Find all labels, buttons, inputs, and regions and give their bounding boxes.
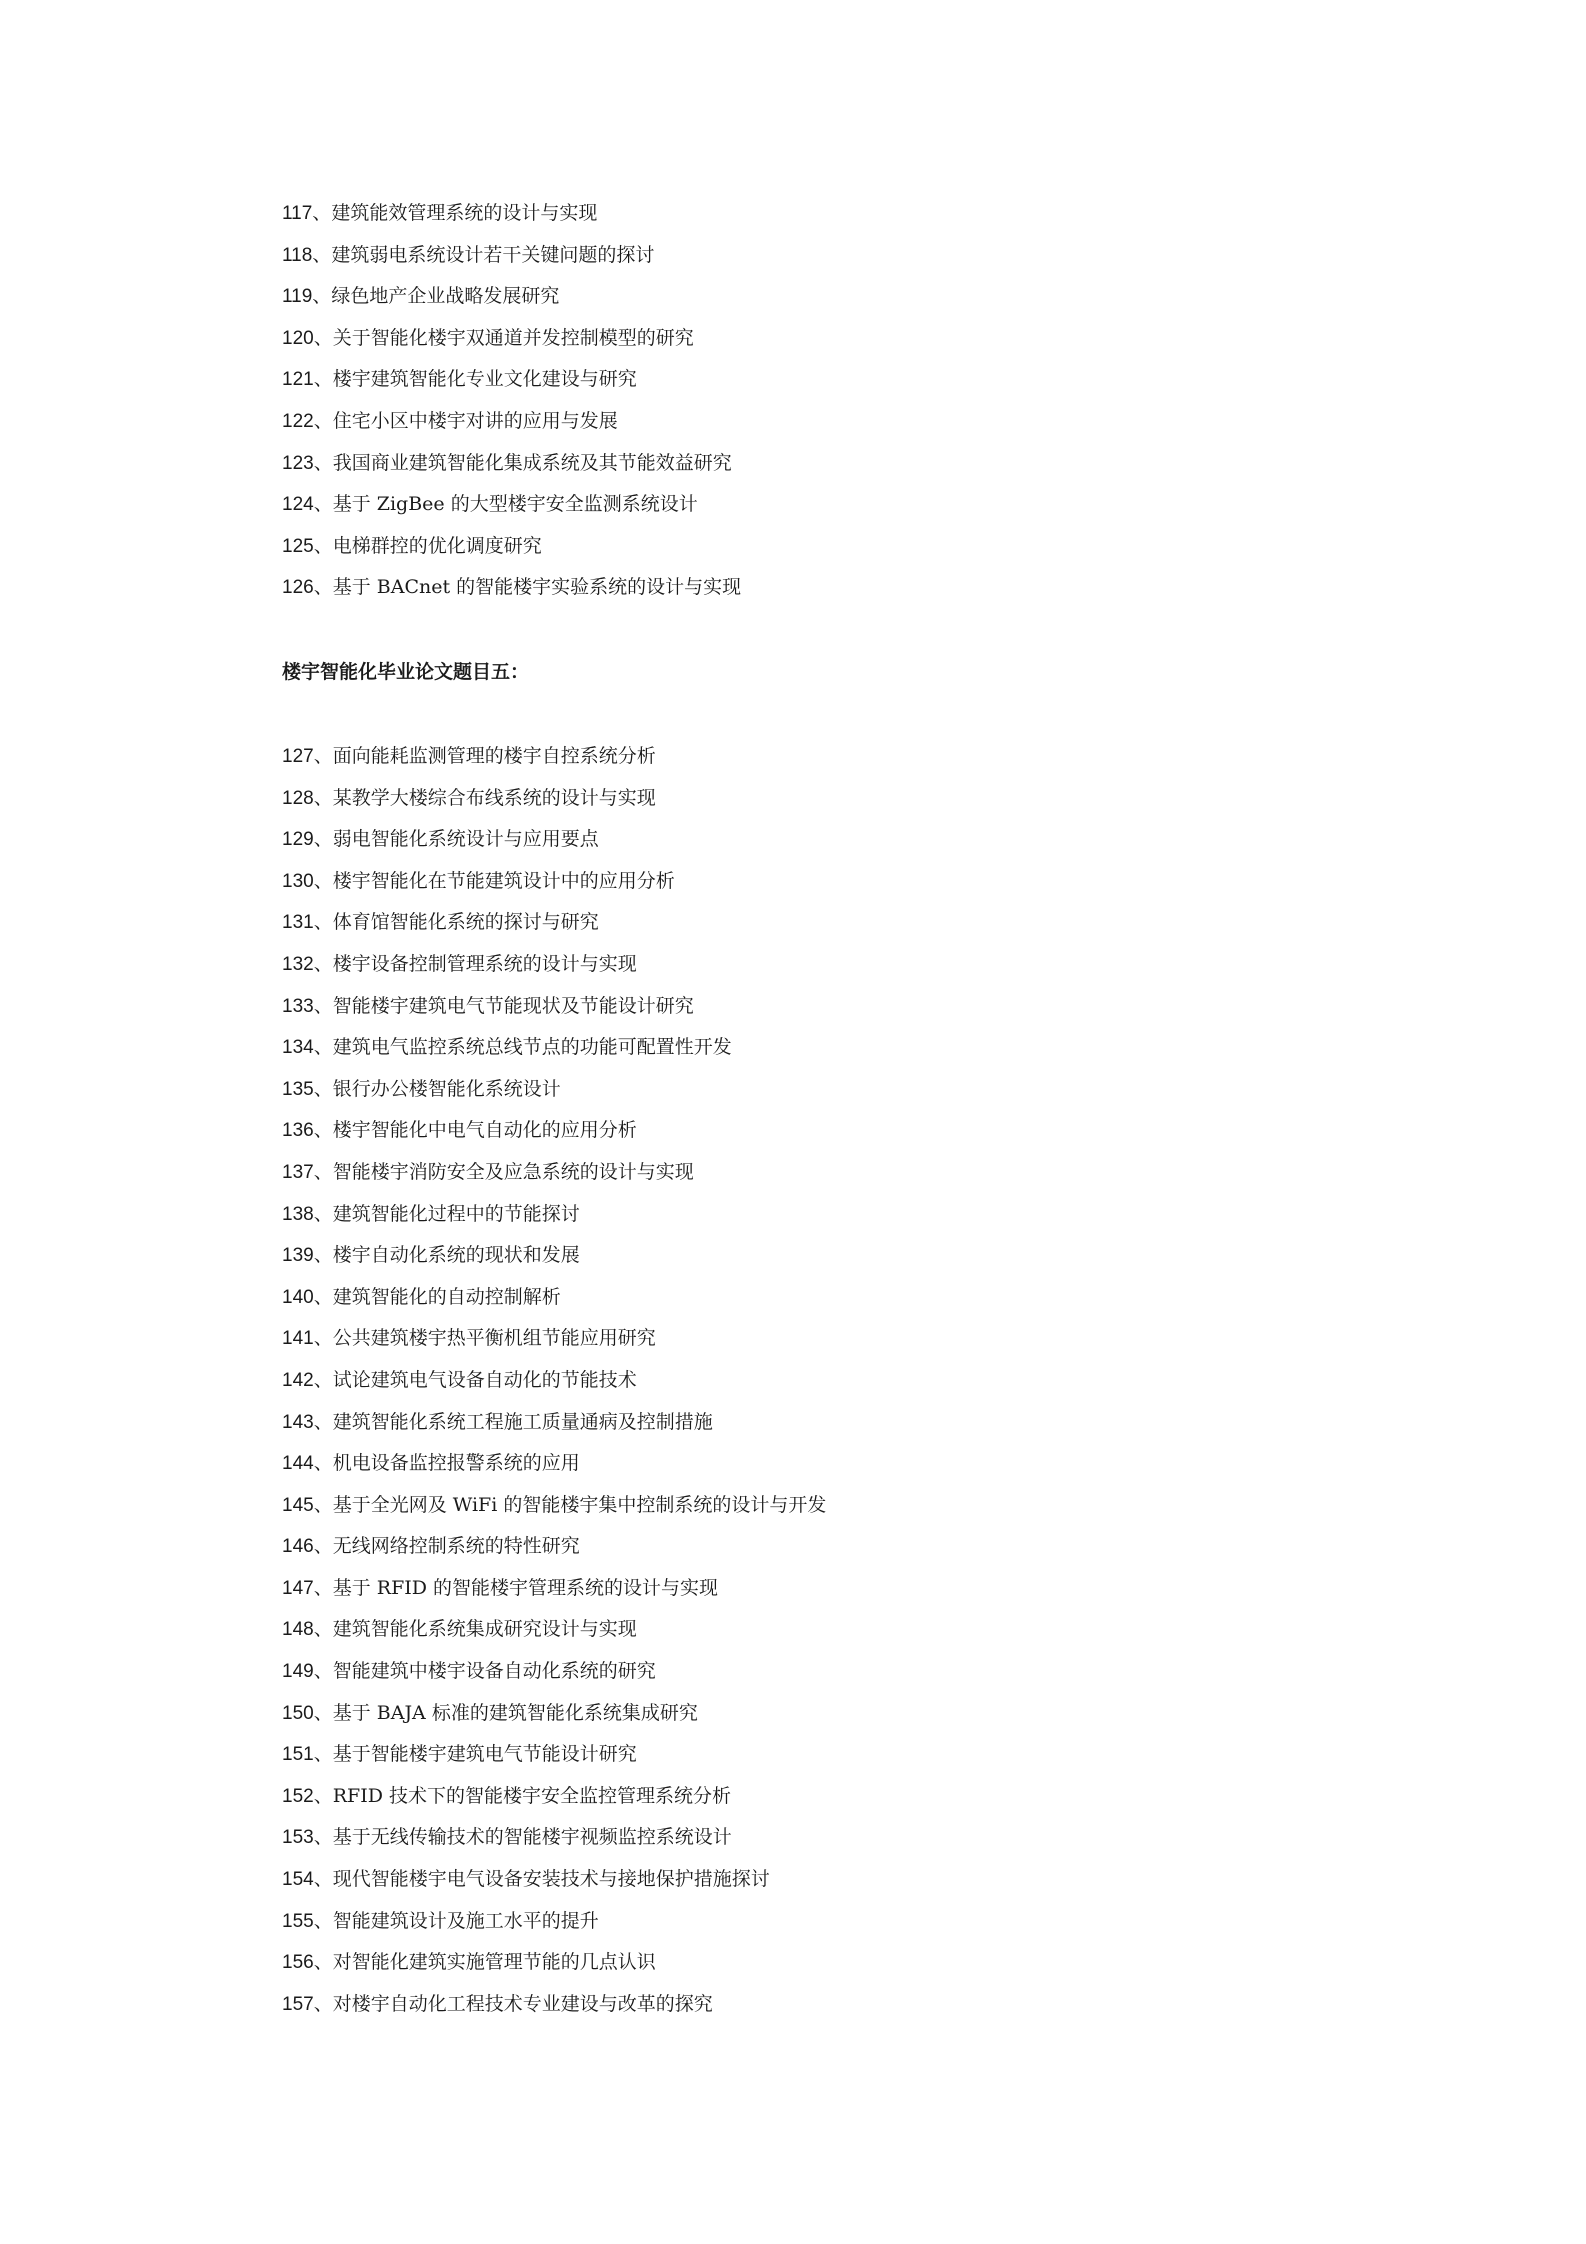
item-title: 绿色地产企业战略发展研究	[331, 285, 560, 308]
item-separator: 、	[313, 1618, 333, 1641]
item-separator: 、	[313, 1202, 333, 1225]
item-number: 150	[282, 1702, 314, 1724]
list-item	[282, 235, 741, 277]
item-title: RFID 技术下的智能楼宇安全监控管理系统分析	[332, 1784, 731, 1807]
list-item	[282, 1235, 826, 1277]
item-number: 149	[282, 1661, 314, 1683]
item-separator: 、	[313, 1327, 333, 1350]
list-item	[282, 1526, 826, 1568]
item-title: 建筑智能化系统工程施工质量通病及控制措施	[332, 1410, 713, 1433]
item-number: 135	[282, 1078, 314, 1100]
item-separator: 、	[313, 326, 333, 349]
item-separator: 、	[313, 1868, 333, 1891]
item-separator: 、	[313, 1452, 333, 1475]
item-title: 楼宇设备控制管理系统的设计与实现	[332, 952, 637, 975]
list-item	[282, 276, 741, 318]
item-number: 122	[282, 410, 314, 432]
item-separator: 、	[313, 1701, 333, 1724]
item-number: 154	[282, 1869, 314, 1891]
item-number: 121	[282, 369, 314, 391]
list-item	[282, 1984, 826, 2026]
list-item	[282, 318, 741, 360]
section-heading: 楼宇智能化毕业论文题目五：	[282, 661, 530, 683]
item-number: 157	[282, 1993, 314, 2015]
list-item	[282, 1318, 826, 1360]
item-separator: 、	[313, 493, 333, 516]
item-separator: 、	[313, 1285, 333, 1308]
item-separator: 、	[313, 828, 333, 851]
item-number: 125	[282, 535, 314, 557]
list-item	[282, 1817, 826, 1859]
item-title: 建筑电气监控系统总线节点的功能可配置性开发	[332, 1036, 732, 1059]
item-title: 面向能耗监测管理的楼宇自控系统分析	[332, 745, 656, 767]
item-separator: 、	[312, 285, 332, 308]
list-item	[282, 1651, 826, 1693]
list-item	[282, 401, 741, 443]
item-number: 156	[282, 1952, 314, 1974]
item-title: 电梯群控的优化调度研究	[332, 534, 542, 557]
item-title: 公共建筑楼宇热平衡机组节能应用研究	[332, 1327, 656, 1350]
list-item	[282, 484, 741, 526]
item-title: 某教学大楼综合布线系统的设计与实现	[332, 786, 656, 809]
item-title: 智能楼宇建筑电气节能现状及节能设计研究	[332, 994, 694, 1017]
item-separator: 、	[313, 409, 333, 432]
item-separator: 、	[313, 911, 333, 934]
item-title: 基于 BACnet 的智能楼宇实验系统的设计与实现	[332, 576, 742, 599]
item-title: 基于全光网及 WiFi 的智能楼宇集中控制系统的设计与开发	[332, 1493, 827, 1516]
list-item	[282, 359, 741, 401]
item-separator: 、	[313, 952, 333, 975]
item-number: 143	[282, 1411, 314, 1433]
item-number: 151	[282, 1744, 314, 1766]
item-number: 126	[282, 577, 314, 599]
item-separator: 、	[313, 1119, 333, 1142]
list-item	[282, 1568, 826, 1610]
list-item	[282, 1443, 826, 1485]
item-number: 146	[282, 1536, 314, 1558]
item-number: 144	[282, 1453, 314, 1475]
item-separator: 、	[313, 534, 333, 557]
item-separator: 、	[313, 1368, 333, 1391]
item-separator: 、	[313, 1244, 333, 1267]
item-separator: 、	[312, 243, 332, 266]
item-title: 基于 BAJA 标准的建筑智能化系统集成研究	[332, 1701, 698, 1724]
item-title: 银行办公楼智能化系统设计	[332, 1077, 561, 1100]
item-number: 118	[282, 244, 313, 266]
item-separator: 、	[313, 1036, 333, 1059]
item-title: 建筑能效管理系统的设计与实现	[331, 202, 598, 224]
list-item	[282, 1776, 826, 1818]
item-separator: 、	[313, 1743, 333, 1766]
item-separator: 、	[313, 1160, 333, 1183]
item-title: 智能建筑设计及施工水平的提升	[332, 1909, 599, 1932]
item-separator: 、	[313, 1410, 333, 1433]
item-number: 148	[282, 1619, 314, 1641]
list-item	[282, 1693, 826, 1735]
item-title: 建筑弱电系统设计若干关键问题的探讨	[331, 243, 655, 266]
item-title: 建筑智能化过程中的节能探讨	[332, 1202, 580, 1225]
item-separator: 、	[313, 745, 333, 767]
list-item	[282, 567, 741, 609]
item-title: 体育馆智能化系统的探讨与研究	[332, 911, 599, 934]
list-item	[282, 1942, 826, 1984]
item-number: 127	[282, 746, 314, 767]
list-item	[282, 1485, 826, 1527]
item-number: 138	[282, 1203, 314, 1225]
list-item	[282, 1402, 826, 1444]
item-number: 145	[282, 1494, 314, 1516]
item-separator: 、	[312, 202, 332, 224]
item-separator: 、	[313, 1077, 333, 1100]
item-title: 试论建筑电气设备自动化的节能技术	[332, 1368, 637, 1391]
item-number: 132	[282, 953, 314, 975]
list-item	[282, 1360, 826, 1402]
list-item	[282, 1069, 826, 1111]
item-separator: 、	[313, 1992, 333, 2015]
item-number: 153	[282, 1827, 314, 1849]
item-number: 134	[282, 1037, 314, 1059]
item-number: 133	[282, 995, 314, 1017]
item-title: 无线网络控制系统的特性研究	[332, 1535, 580, 1558]
item-separator: 、	[313, 1493, 333, 1516]
list-item	[282, 443, 741, 485]
item-title: 楼宇智能化在节能建筑设计中的应用分析	[332, 869, 675, 892]
list-item	[282, 1027, 826, 1069]
item-title: 对楼宇自动化工程技术专业建设与改革的探究	[332, 1992, 713, 2015]
item-separator: 、	[313, 451, 333, 474]
item-title: 楼宇建筑智能化专业文化建设与研究	[332, 368, 637, 391]
item-title: 现代智能楼宇电气设备安装技术与接地保护措施探讨	[332, 1868, 770, 1891]
item-title: 建筑智能化系统集成研究设计与实现	[332, 1618, 637, 1641]
list-item	[282, 193, 741, 235]
item-number: 124	[282, 494, 314, 516]
item-number: 140	[282, 1286, 314, 1308]
list-item	[282, 1609, 826, 1651]
list-item	[282, 986, 826, 1028]
list-item	[282, 1734, 826, 1776]
item-number: 152	[282, 1785, 314, 1807]
list-item	[282, 861, 826, 903]
item-number: 130	[282, 870, 314, 892]
item-separator: 、	[313, 994, 333, 1017]
list-item	[282, 1194, 826, 1236]
item-title: 智能建筑中楼宇设备自动化系统的研究	[332, 1660, 656, 1683]
item-title: 弱电智能化系统设计与应用要点	[332, 828, 599, 851]
item-number: 117	[282, 203, 313, 224]
item-number: 147	[282, 1577, 314, 1599]
item-separator: 、	[313, 368, 333, 391]
item-title: 关于智能化楼宇双通道并发控制模型的研究	[332, 326, 694, 349]
list-item	[282, 526, 741, 568]
item-number: 128	[282, 787, 314, 809]
item-separator: 、	[313, 869, 333, 892]
item-separator: 、	[313, 1951, 333, 1974]
item-number: 120	[282, 327, 314, 349]
list-item	[282, 819, 826, 861]
list-item	[282, 944, 826, 986]
thesis-topic-list-1	[282, 193, 741, 609]
item-separator: 、	[313, 786, 333, 809]
item-number: 123	[282, 452, 314, 474]
item-title: 智能楼宇消防安全及应急系统的设计与实现	[332, 1160, 694, 1183]
item-separator: 、	[313, 1576, 333, 1599]
item-number: 129	[282, 829, 314, 851]
list-item	[282, 1110, 826, 1152]
item-number: 136	[282, 1120, 314, 1142]
item-title: 楼宇智能化中电气自动化的应用分析	[332, 1119, 637, 1142]
item-title: 基于无线传输技术的智能楼宇视频监控系统设计	[332, 1826, 732, 1849]
item-number: 131	[282, 912, 314, 934]
list-item	[282, 778, 826, 820]
item-separator: 、	[313, 1826, 333, 1849]
item-separator: 、	[313, 1909, 333, 1932]
list-item	[282, 1277, 826, 1319]
item-number: 137	[282, 1161, 314, 1183]
item-number: 155	[282, 1910, 314, 1932]
list-item	[282, 1152, 826, 1194]
item-title: 基于 RFID 的智能楼宇管理系统的设计与实现	[332, 1576, 719, 1599]
item-title: 基于智能楼宇建筑电气节能设计研究	[332, 1743, 637, 1766]
item-number: 141	[282, 1328, 314, 1350]
item-title: 住宅小区中楼宇对讲的应用与发展	[332, 409, 618, 432]
item-title: 楼宇自动化系统的现状和发展	[332, 1244, 580, 1267]
list-item	[282, 902, 826, 944]
list-item	[282, 1901, 826, 1943]
thesis-topic-list-2	[282, 736, 826, 2025]
item-number: 139	[282, 1245, 314, 1267]
list-item	[282, 1859, 826, 1901]
list-item	[282, 736, 826, 778]
item-title: 机电设备监控报警系统的应用	[332, 1452, 580, 1475]
item-title: 对智能化建筑实施管理节能的几点认识	[332, 1951, 656, 1974]
item-number: 119	[282, 286, 313, 308]
item-separator: 、	[313, 1784, 333, 1807]
item-title: 建筑智能化的自动控制解析	[332, 1285, 561, 1308]
item-separator: 、	[313, 576, 333, 599]
item-title: 基于 ZigBee 的大型楼宇安全监测系统设计	[332, 493, 698, 516]
item-separator: 、	[313, 1535, 333, 1558]
item-number: 142	[282, 1369, 314, 1391]
item-separator: 、	[313, 1660, 333, 1683]
item-title: 我国商业建筑智能化集成系统及其节能效益研究	[332, 451, 732, 474]
